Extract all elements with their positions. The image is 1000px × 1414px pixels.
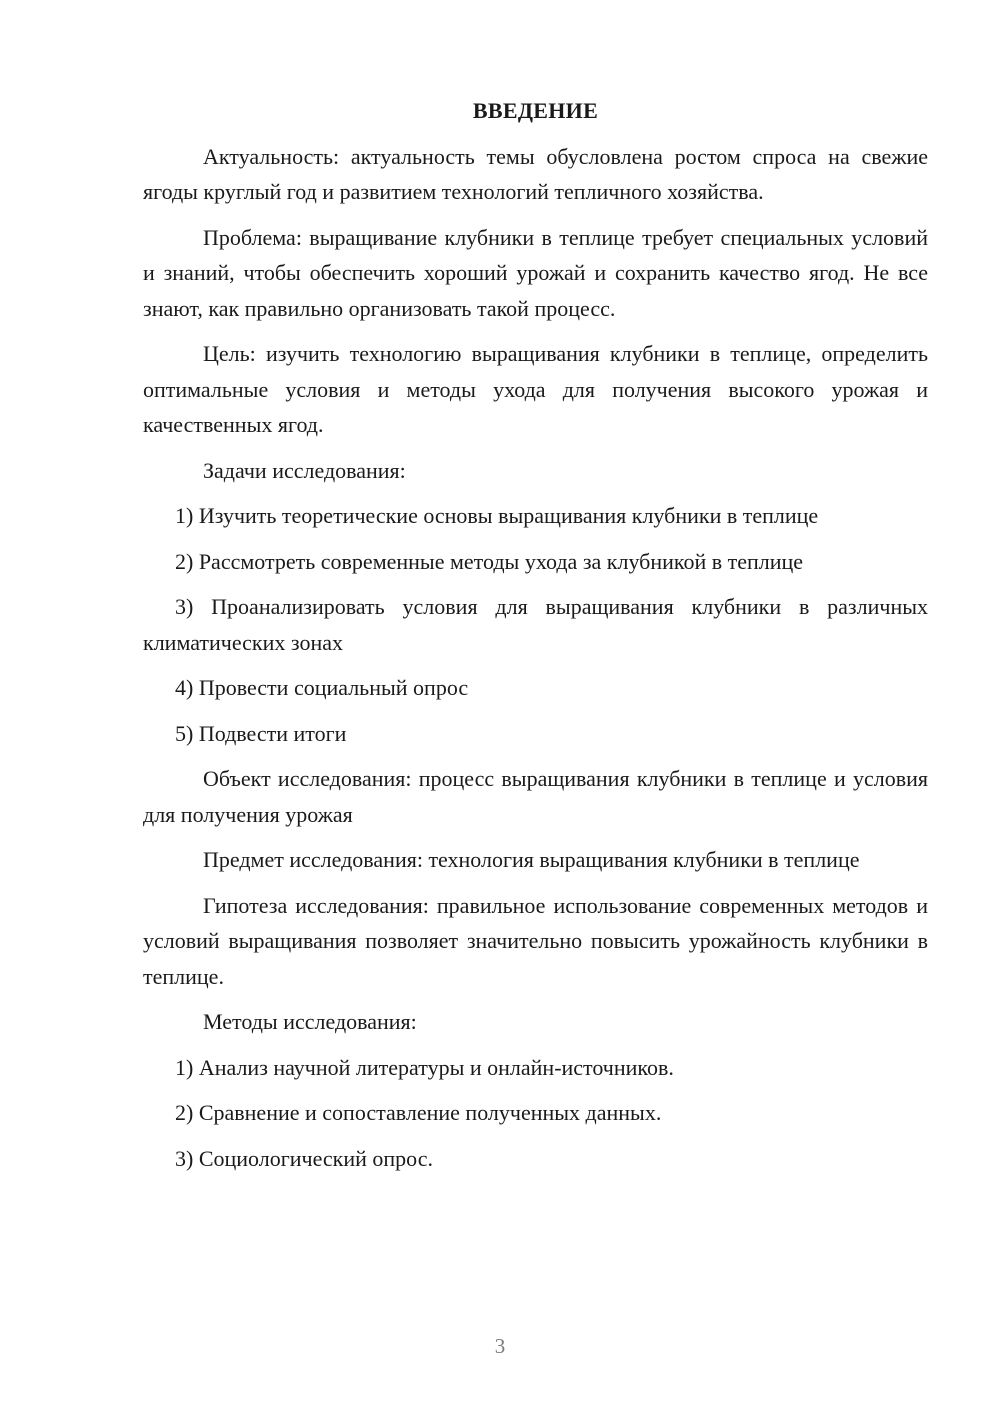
method-item: 2) Сравнение и сопоставление полученных данных.	[175, 1100, 662, 1125]
task-item: 3) Проанализировать условия для выращивания клубники в различных климатических зонах	[143, 594, 928, 655]
relevance-paragraph: Актуальность: актуальность темы обусловлена ростом спроса на свежие ягоды круглый год и развитием технологий тепличного хозяйства.	[143, 143, 928, 204]
problem-paragraph: Проблема: выращивание клубники в теплице требует специальных условий и знаний, чтобы обеспечить хороший урожай и сохранить качество ягод. Не все знают, как правильно организовать такой процесс.	[143, 224, 928, 321]
task-item: 1) Изучить теоретические основы выращивания клубники в теплице	[175, 503, 819, 528]
task-item: 4) Провести социальный опрос	[175, 675, 469, 700]
subject-paragraph: Предмет исследования: технология выращивания клубники в теплице	[203, 847, 860, 872]
hypothesis-paragraph: Гипотеза исследования: правильное использование современных методов и условий выращивания позволяет значительно повысить урожайность клубники в теплице.	[143, 892, 928, 989]
goal-paragraph: Цель: изучить технологию выращивания клубники в теплице, определить оптимальные условия и методы ухода для получения высокого урожая и качественных ягод.	[143, 341, 928, 437]
methods-title: Методы исследования:	[203, 1009, 417, 1034]
document-page	[143, 93, 928, 1186]
tasks-title: Задачи исследования:	[203, 457, 406, 483]
object-paragraph: Объект исследования: процесс выращивания клубники в теплице и условия для получения урожая	[143, 766, 928, 827]
page-number: 3	[494, 1334, 506, 1358]
section-heading: ВВЕДЕНИЕ	[472, 98, 599, 123]
method-item: 1) Анализ научной литературы и онлайн-источников.	[175, 1054, 674, 1080]
task-item: 5) Подвести итоги	[175, 720, 347, 746]
task-item: 2) Рассмотреть современные методы ухода за клубникой в теплице	[175, 548, 804, 574]
method-item: 3) Социологический опрос.	[175, 1145, 433, 1171]
